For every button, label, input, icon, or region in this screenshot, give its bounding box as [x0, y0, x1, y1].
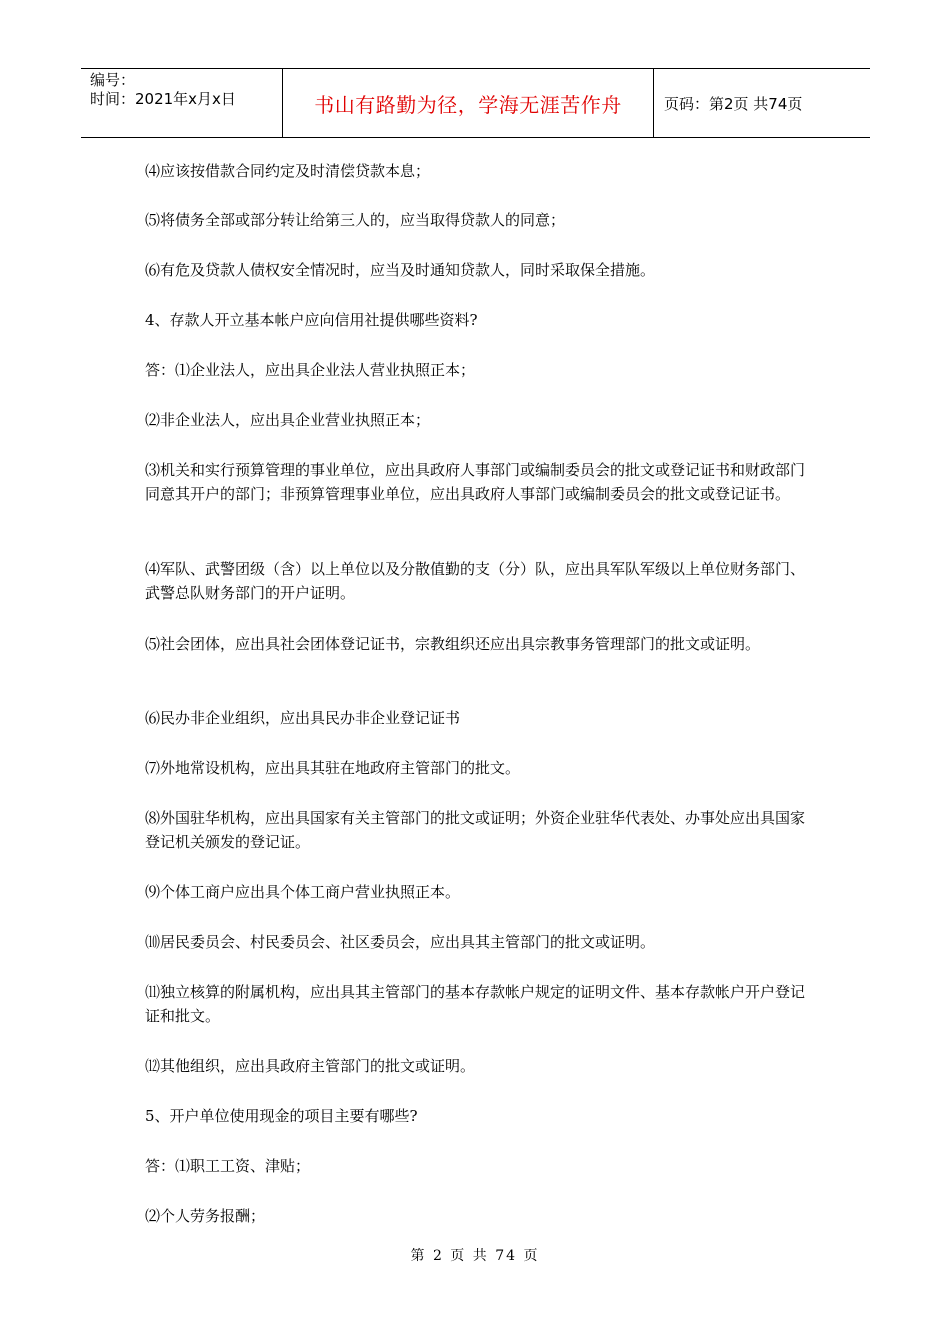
paragraph: ⑽居民委员会、村民委员会、社区委员会，应出具其主管部门的批文或证明。 — [145, 933, 656, 951]
page-footer: 第 2 页 共 74 页 — [410, 1248, 540, 1264]
paragraph: ⑻外国驻华机构，应出具国家有关主管部门的批文或证明；外资企业驻华代表处、办事处应出具国家登记机关颁发的登记证。 — [145, 809, 806, 851]
paragraph: 答：⑴企业法人，应出具企业法人营业执照正本； — [145, 361, 476, 379]
paragraph: ⑶机关和实行预算管理的事业单位，应出具政府人事部门或编制委员会的批文或登记证书和财政部门同意其开户的部门；非预算管理事业单位，应出具政府人事部门或编制委员会的批文或登记证书。 — [145, 461, 806, 503]
paragraph: ⑺外地常设机构，应出具其驻在地政府主管部门的批文。 — [145, 759, 521, 777]
number-label: 编号： — [90, 71, 136, 89]
paragraph: ⑷军队、武警团级（含）以上单位以及分散值勤的支（分）队，应出具军队军级以上单位财务部门、武警总队财务部门的开户证明。 — [145, 560, 806, 602]
paragraph: ⑹民办非企业组织，应出具民办非企业登记证书 — [145, 709, 461, 727]
paragraph: ⑵非企业法人，应出具企业营业执照正本； — [145, 411, 431, 429]
header-meta — [81, 69, 282, 137]
time-label: 时间：2021年x月x日 — [90, 90, 236, 108]
question-heading: 5、开户单位使用现金的项目主要有哪些? — [145, 1107, 418, 1125]
document-header — [81, 68, 870, 138]
paragraph: ⑿其他组织，应出具政府主管部门的批文或证明。 — [145, 1057, 476, 1075]
paragraph: ⑵个人劳务报酬； — [145, 1207, 266, 1225]
question-heading: 4、存款人开立基本帐户应向信用社提供哪些资料? — [145, 311, 478, 329]
paragraph: ⑸社会团体，应出具社会团体登记证书，宗教组织还应出具宗教事务管理部门的批文或证明。 — [145, 635, 761, 653]
paragraph: 答：⑴职工工资、津贴； — [145, 1157, 311, 1175]
paragraph: ⑸将债务全部或部分转让给第三人的，应当取得贷款人的同意； — [145, 211, 566, 229]
header-page-info: 页码：第2页 共74页 — [664, 94, 803, 113]
header-motto: 书山有路勤为径，学海无涯苦作舟 — [282, 69, 654, 137]
paragraph: ⑹有危及贷款人债权安全情况时，应当及时通知贷款人，同时采取保全措施。 — [145, 261, 656, 279]
paragraph: ⑾独立核算的附属机构，应出具其主管部门的基本存款帐户规定的证明文件、基本存款帐户开户登记证和批文。 — [145, 983, 806, 1025]
paragraph: ⑷应该按借款合同约定及时清偿贷款本息； — [145, 162, 431, 180]
paragraph: ⑼个体工商户应出具个体工商户营业执照正本。 — [145, 883, 461, 901]
